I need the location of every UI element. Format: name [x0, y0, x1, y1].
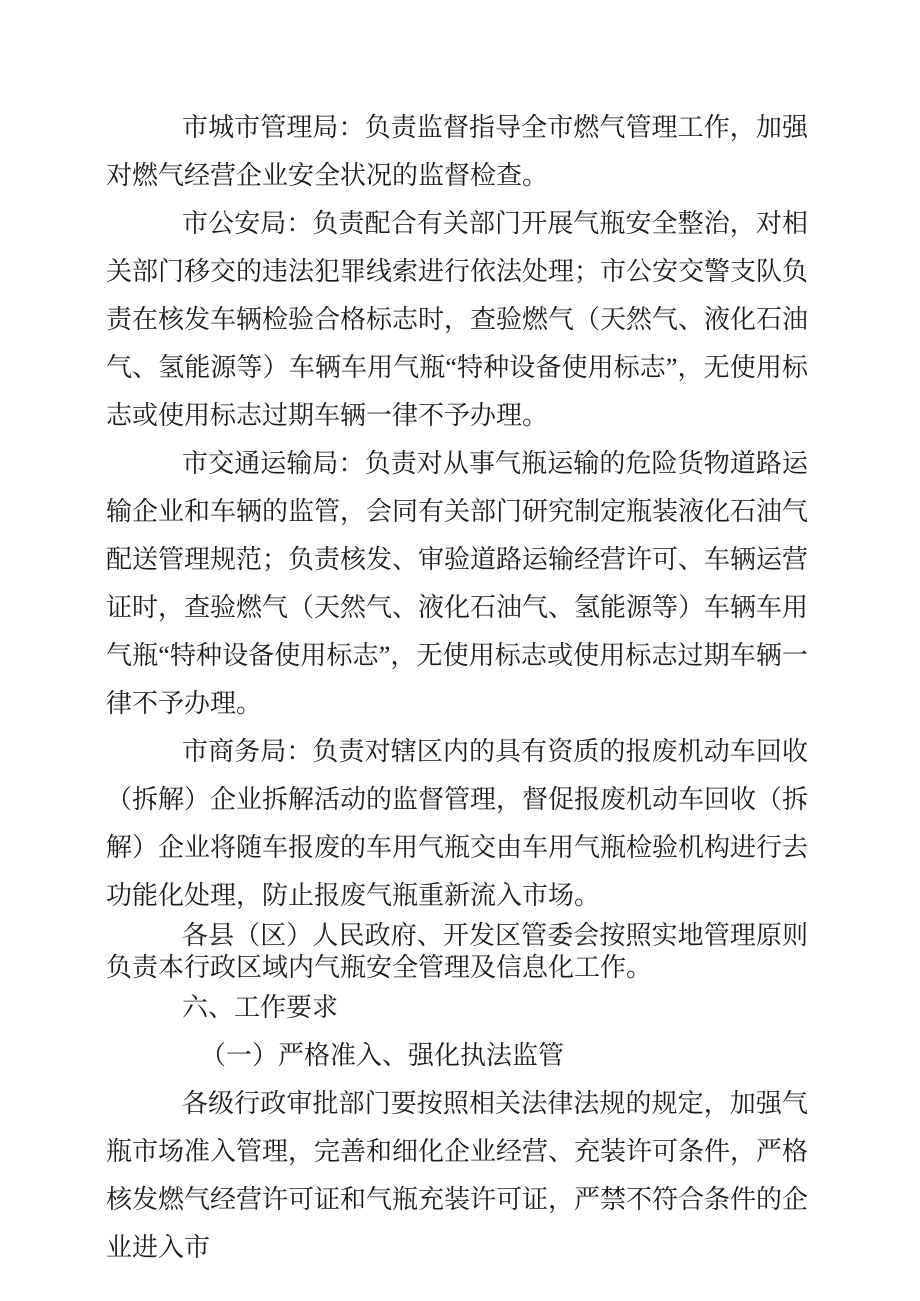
para-commerce-bureau: 市商务局：负责对辖区内的具有资质的报废机动车回收（拆解）企业拆解活动的监督管理，督促报废机动车回收（拆解）企业将随车报废的车用气瓶交由车用气瓶检验机构进行去功能化处理，防止报废气瓶重新流入市场。 [106, 737, 809, 910]
heading-section-six: 六、工作要求 [182, 993, 339, 1022]
para-transport-bureau: 市交通运输局：负责对从事气瓶运输的危险货物道路运输企业和车辆的监管，会同有关部门研究制定瓶装液化石油气配送管理规范；负责核发、审验道路运输经营许可、车辆运营证时，查验燃气（天然气、液化石油气、氢能源等）车辆车用气瓶“特种设备使用标志”，无使用标志或使用标志过期车辆一律不予办理。 [106, 449, 809, 718]
para-county-governments: 各县（区）人民政府、开发区管委会按照实地管理原则负责本行政区域内气瓶安全管理及信息化工作。 [106, 921, 808, 982]
para-public-security-bureau: 市公安局：负责配合有关部门开展气瓶安全整治，对相关部门移交的违法犯罪线索进行依法处理；市公安交警支队负责在核发车辆检验合格标志时，查验燃气（天然气、液化石油气、氢能源等）车辆车用气瓶“特种设备使用标志”，无使用标志或使用标志过期车辆一律不予办理。 [106, 209, 809, 430]
document-text-block [106, 104, 808, 1272]
heading-subsection-one: （一）严格准入、强化执法监管 [200, 1041, 565, 1070]
para-city-management-bureau: 市城市管理局：负责监督指导全市燃气管理工作，加强对燃气经营企业安全状况的监督检查。 [106, 113, 808, 190]
para-admin-approval-requirements: 各级行政审批部门要按照相关法律法规的规定，加强气瓶市场准入管理，完善和细化企业经营、充装许可条件，严格核发燃气经营许可证和气瓶充装许可证，严禁不符合条件的企业进入市 [106, 1089, 809, 1262]
